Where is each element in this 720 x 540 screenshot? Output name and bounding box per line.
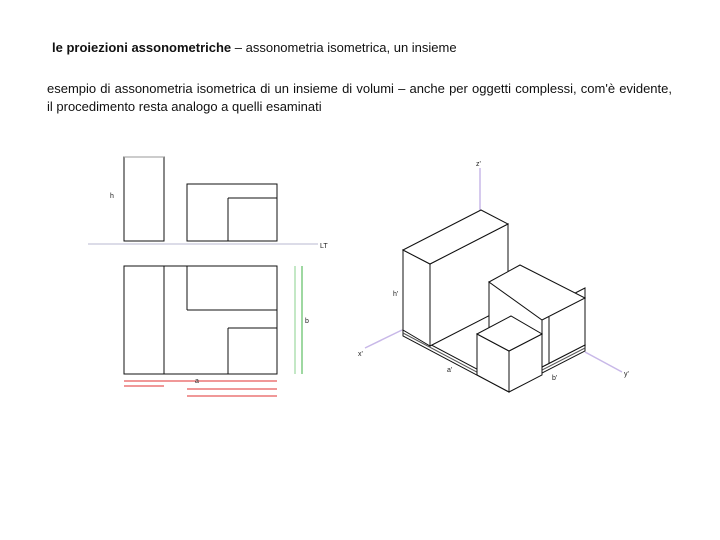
isometric-view — [365, 168, 622, 392]
label-y-prime: y' — [624, 371, 629, 378]
label-b-prime: b' — [552, 375, 558, 382]
label-x-prime: x' — [358, 351, 363, 358]
orthographic-projections — [88, 157, 318, 396]
description-text: esempio di assonometria isometrica di un insieme di volumi – anche per oggetti complessi, com'è evidente, il procedimento resta analogo a quelli esaminati — [47, 81, 672, 114]
label-b: b — [305, 318, 309, 325]
title-rest: – assonometria isometrica, un insieme — [231, 40, 457, 55]
elevation-tall-block — [124, 157, 164, 241]
label-z: z' — [476, 161, 481, 168]
label-a-prime: a' — [447, 367, 453, 374]
x-axis — [365, 330, 402, 348]
label-h-prime: h' — [393, 291, 399, 298]
tall-block-left-face — [403, 250, 430, 346]
label-h: h — [110, 193, 114, 200]
y-axis — [585, 352, 622, 372]
label-lt: LT — [320, 243, 328, 250]
label-a: a — [195, 378, 199, 385]
title-bold: le proiezioni assonometriche — [52, 40, 232, 55]
plan-outer — [124, 266, 277, 374]
elevation-block-right — [187, 184, 277, 241]
